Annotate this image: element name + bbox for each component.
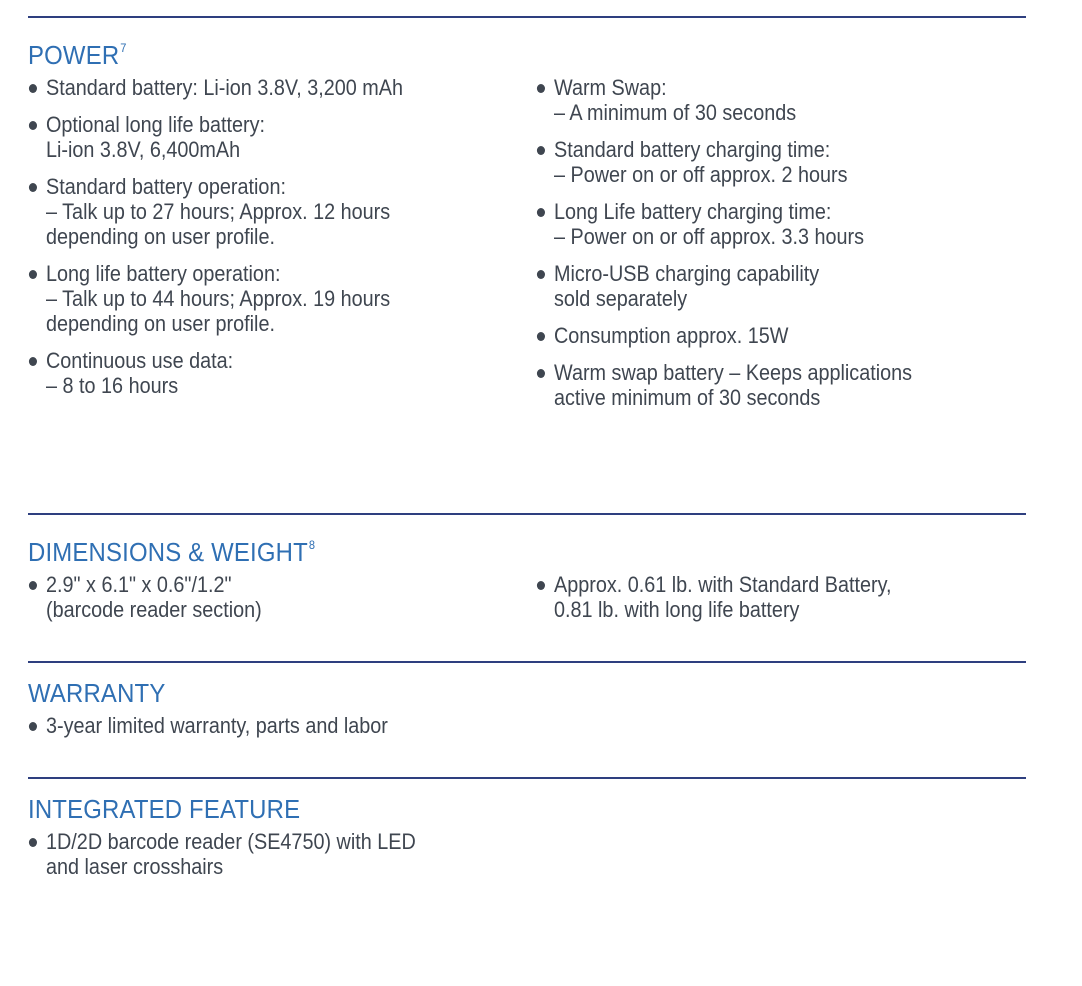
section-title-power	[28, 18, 946, 69]
spec-bullet-line: sold separately	[554, 286, 688, 311]
spec-bullet-line: Standard battery: Li-ion 3.8V, 3,200 mAh	[46, 75, 404, 100]
spec-bullet-item	[536, 261, 968, 311]
spec-bullet-item	[536, 199, 968, 249]
power-title-text: POWER	[28, 40, 120, 70]
spec-bullet-item	[536, 323, 968, 348]
spec-bullet-line: – Talk up to 44 hours; Approx. 19 hours	[46, 286, 391, 311]
section-title-dimensions	[28, 515, 946, 566]
spec-bullet-line: Micro-USB charging capability	[554, 261, 820, 286]
section-dimensions-weight	[28, 513, 1026, 661]
section-title-warranty	[28, 663, 946, 707]
spec-bullet-line: active minimum of 30 seconds	[554, 385, 821, 410]
spec-bullet-item	[28, 348, 478, 398]
dimensions-right-list	[536, 572, 1016, 634]
spec-bullet-item	[536, 572, 968, 622]
feature-title-text: INTEGRATED FEATURE	[28, 794, 301, 824]
footnote-marker: 7	[120, 41, 127, 55]
spec-bullet-line: Long life battery operation:	[46, 261, 281, 286]
spec-bullet-item	[28, 261, 478, 336]
power-right-list	[536, 75, 1016, 422]
spec-bullet-line: Warm swap battery – Keeps applications	[554, 360, 913, 385]
spec-bullet-line: 0.81 lb. with long life battery	[554, 597, 800, 622]
spec-bullet-line: Li-ion 3.8V, 6,400mAh	[46, 137, 241, 162]
spec-bullet-line: (barcode reader section)	[46, 597, 262, 622]
power-left-list	[28, 75, 528, 422]
warranty-title-text: WARRANTY	[28, 678, 166, 708]
spec-bullet-line: depending on user profile.	[46, 311, 275, 336]
spec-bullet-line: – 8 to 16 hours	[46, 373, 179, 398]
spec-bullet-line: Continuous use data:	[46, 348, 234, 373]
spec-bullet-line: Warm Swap:	[554, 75, 667, 100]
spec-bullet-line: depending on user profile.	[46, 224, 275, 249]
warranty-columns	[28, 713, 1026, 750]
spec-bullet-line: and laser crosshairs	[46, 854, 224, 879]
spec-bullet-item	[28, 713, 478, 738]
section-integrated-feature	[28, 777, 1026, 929]
spec-bullet-item	[28, 112, 478, 162]
spec-bullet-item	[28, 174, 478, 249]
dimensions-left-list	[28, 572, 528, 634]
section-power	[28, 16, 1026, 513]
spec-bullet-item	[536, 75, 968, 125]
spec-bullet-line: – A minimum of 30 seconds	[554, 100, 797, 125]
spec-bullet-item	[536, 137, 968, 187]
spec-bullet-line: Standard battery operation:	[46, 174, 286, 199]
spec-bullet-line: Approx. 0.61 lb. with Standard Battery,	[554, 572, 892, 597]
spec-bullet-line: – Power on or off approx. 3.3 hours	[554, 224, 865, 249]
spec-bullet-line: 1D/2D barcode reader (SE4750) with LED	[46, 829, 416, 854]
spec-bullet-line: 2.9" x 6.1" x 0.6"/1.2"	[46, 572, 232, 597]
spec-bullet-item	[28, 829, 478, 879]
spec-bullet-line: 3-year limited warranty, parts and labor	[46, 713, 388, 738]
spec-bullet-item	[536, 360, 968, 410]
spec-bullet-line: Consumption approx. 15W	[554, 323, 789, 348]
section-title-feature	[28, 779, 946, 823]
warranty-list	[28, 713, 528, 750]
spec-bullet-item	[28, 75, 478, 100]
spec-bullet-line: Long Life battery charging time:	[554, 199, 832, 224]
dimensions-columns	[28, 572, 1026, 634]
dimensions-title-text: DIMENSIONS & WEIGHT	[28, 537, 308, 567]
feature-list	[28, 829, 528, 891]
spec-bullet-line: – Power on or off approx. 2 hours	[554, 162, 848, 187]
footnote-marker: 8	[308, 538, 316, 552]
spec-bullet-line: – Talk up to 27 hours; Approx. 12 hours	[46, 199, 391, 224]
spec-bullet-line: Standard battery charging time:	[554, 137, 831, 162]
section-warranty	[28, 661, 1026, 777]
spec-bullet-item	[28, 572, 478, 622]
feature-columns	[28, 829, 1026, 891]
spec-bullet-line: Optional long life battery:	[46, 112, 266, 137]
spec-sheet	[28, 16, 1026, 929]
power-columns	[28, 75, 1026, 422]
